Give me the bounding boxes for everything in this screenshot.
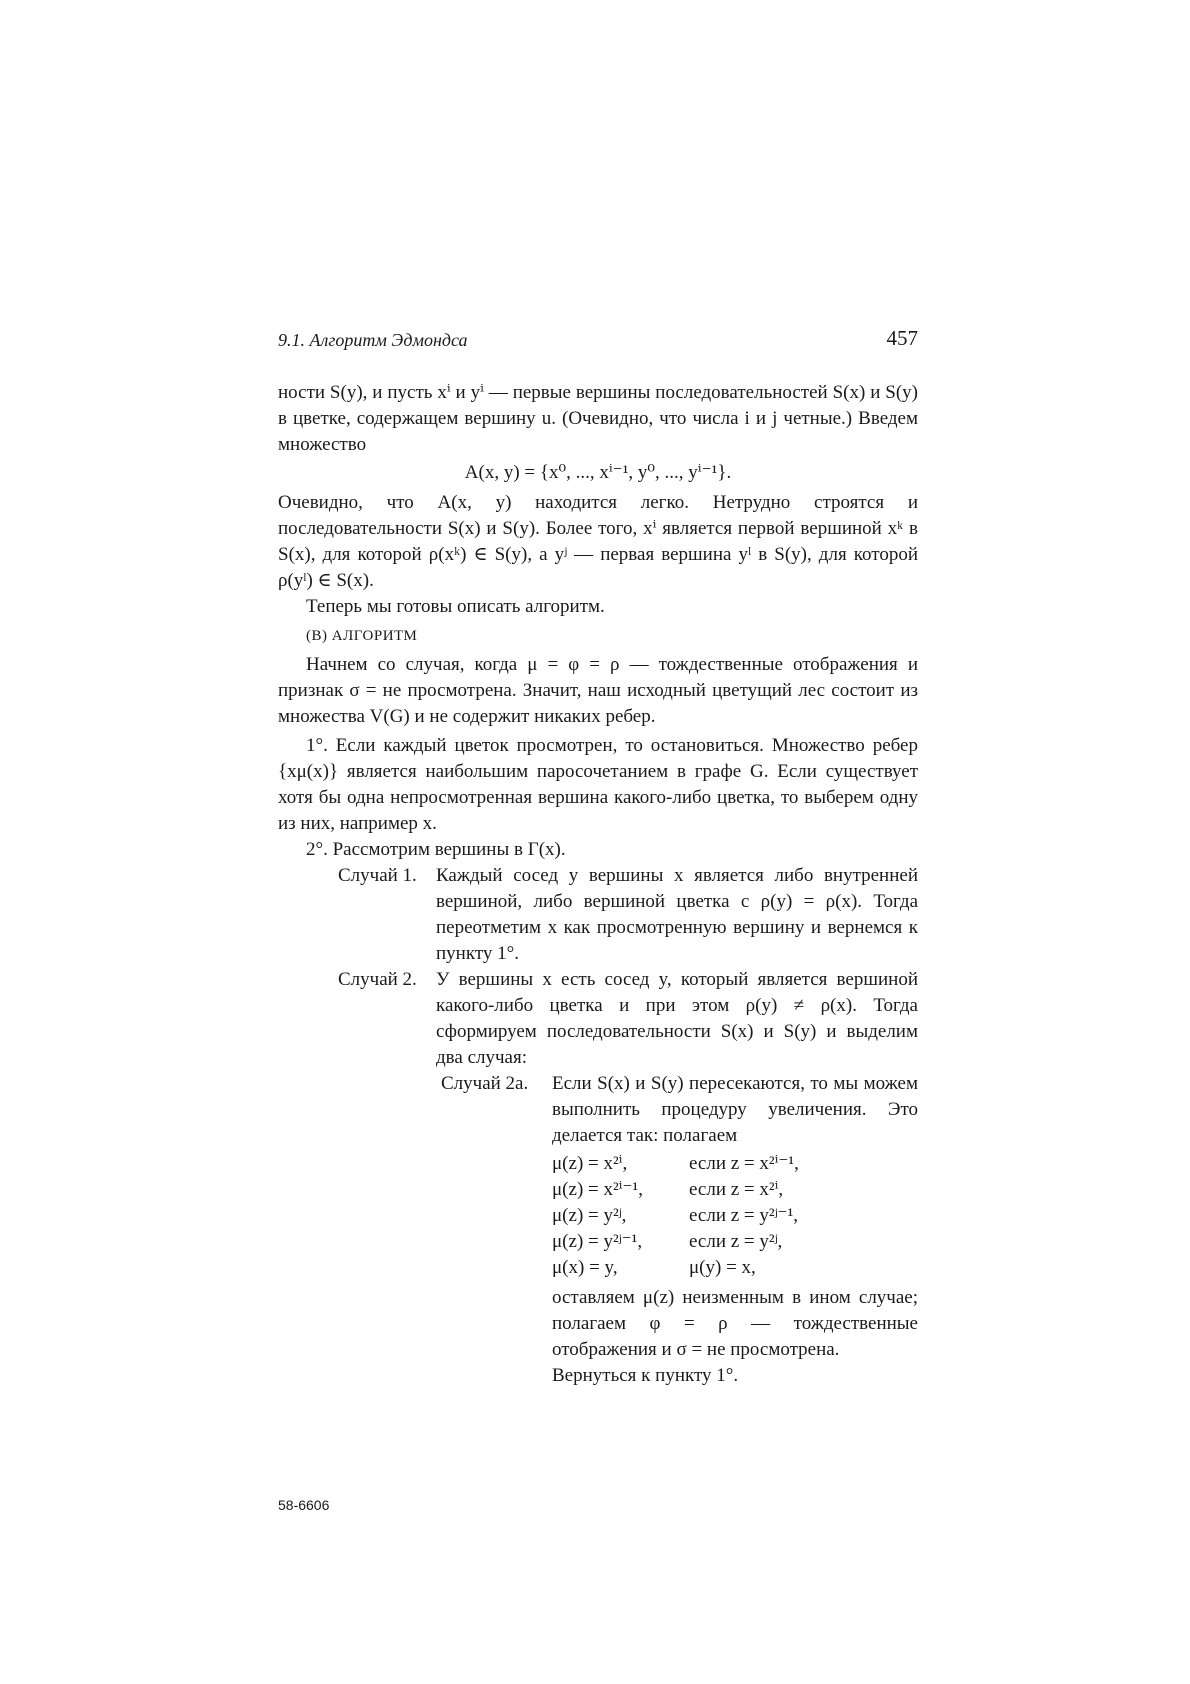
formula-left: μ(z) = x²ⁱ⁻¹, — [552, 1179, 643, 1200]
case-2-label: Случай 2. — [338, 969, 417, 990]
formula-right: если z = x²ⁱ⁻¹, — [689, 1153, 799, 1174]
formula-left: μ(z) = y²ʲ⁻¹, — [552, 1231, 643, 1252]
paragraph-initial: Начнем со случая, когда μ = φ = ρ — тождественные отображения и признак σ = не просмотрена. Значит, наш исходный цветущий лес состоит из множества V(G) и не содержит никаких ребер. — [278, 654, 918, 727]
case-1 — [338, 863, 918, 967]
case-2-text: У вершины x есть сосед y, который является вершиной какого-либо цветка и при этом ρ(y) ≠ ρ(x). Тогда сформируем последовательности S(x) и S(y) и выделим два случая: — [436, 969, 918, 1068]
formula-left: μ(z) = y²ʲ, — [552, 1205, 627, 1226]
formula-left: μ(z) = x²ⁱ, — [552, 1153, 628, 1174]
section-heading-algorithm: (В) АЛГОРИТМ — [306, 628, 418, 644]
case-2a-after: оставляем μ(z) неизменным в ином случае; полагаем φ = ρ — тождественные отображения и σ = не просмотрена. — [552, 1287, 918, 1360]
printer-signature: 58-6606 — [278, 1497, 330, 1513]
augment-formulas — [552, 1151, 918, 1281]
case-2a-return: Вернуться к пункту 1°. — [552, 1365, 739, 1386]
formula-right: если z = y²ʲ⁻¹, — [689, 1205, 799, 1226]
case-1-label: Случай 1. — [338, 865, 417, 886]
page-body — [278, 380, 918, 1389]
running-title: 9.1. Алгоритм Эдмондса — [278, 330, 468, 350]
paragraph-ready: Теперь мы готовы описать алгоритм. — [306, 596, 605, 617]
formula-left: μ(x) = y, — [552, 1257, 618, 1278]
formula-row — [552, 1151, 918, 1177]
paragraph-sequences: ности S(y), и пусть xⁱ и yⁱ — первые вершины последовательностей S(x) и S(y) в цветке, содержащем вершину u. (Очевидно, что числа i и j четные.) Введем множество — [278, 382, 918, 455]
formula-right: если z = x²ⁱ, — [689, 1179, 784, 1200]
step-2: 2°. Рассмотрим вершины в Γ(x). — [306, 839, 566, 860]
page-number: 457 — [886, 326, 918, 350]
formula-row — [552, 1203, 918, 1229]
step-1: 1°. Если каждый цветок просмотрен, то остановиться. Множество ребер {xμ(x)} является наибольшим паросочетанием в графе G. Если существует хотя бы одна непросмотренная вершина какого-либо цветка, то выберем одну из них, например x. — [278, 735, 918, 834]
page-header — [278, 326, 918, 356]
formula-right: μ(y) = x, — [689, 1257, 756, 1278]
formula-right: если z = y²ʲ, — [689, 1231, 783, 1252]
case-1-text: Каждый сосед y вершины x является либо внутренней вершиной, либо вершиной цветка с ρ(y) = ρ(x). Тогда переотметим x как просмотренную вершину и вернемся к пункту 1°. — [436, 865, 918, 964]
formula-row — [552, 1229, 918, 1255]
formula-set-a: A(x, y) = {x⁰, ..., xⁱ⁻¹, y⁰, ..., yⁱ⁻¹}. — [464, 462, 732, 483]
case-2a — [441, 1071, 918, 1389]
formula-row — [552, 1255, 918, 1281]
paragraph-observation: Очевидно, что A(x, y) находится легко. Нетрудно строятся и последовательности S(x) и S(y). Более того, xⁱ является первой вершиной xᵏ в S(x), для которой ρ(xᵏ) ∈ S(y), а yʲ — первая вершина yˡ в S(y), для которой ρ(yˡ) ∈ S(x). — [278, 492, 918, 591]
case-2a-text: Если S(x) и S(y) пересекаются, то мы можем выполнить процедуру увеличения. Это делается так: полагаем — [552, 1073, 918, 1146]
formula-row — [552, 1177, 918, 1203]
case-2 — [338, 967, 918, 1071]
case-2a-label: Случай 2а. — [441, 1073, 529, 1094]
